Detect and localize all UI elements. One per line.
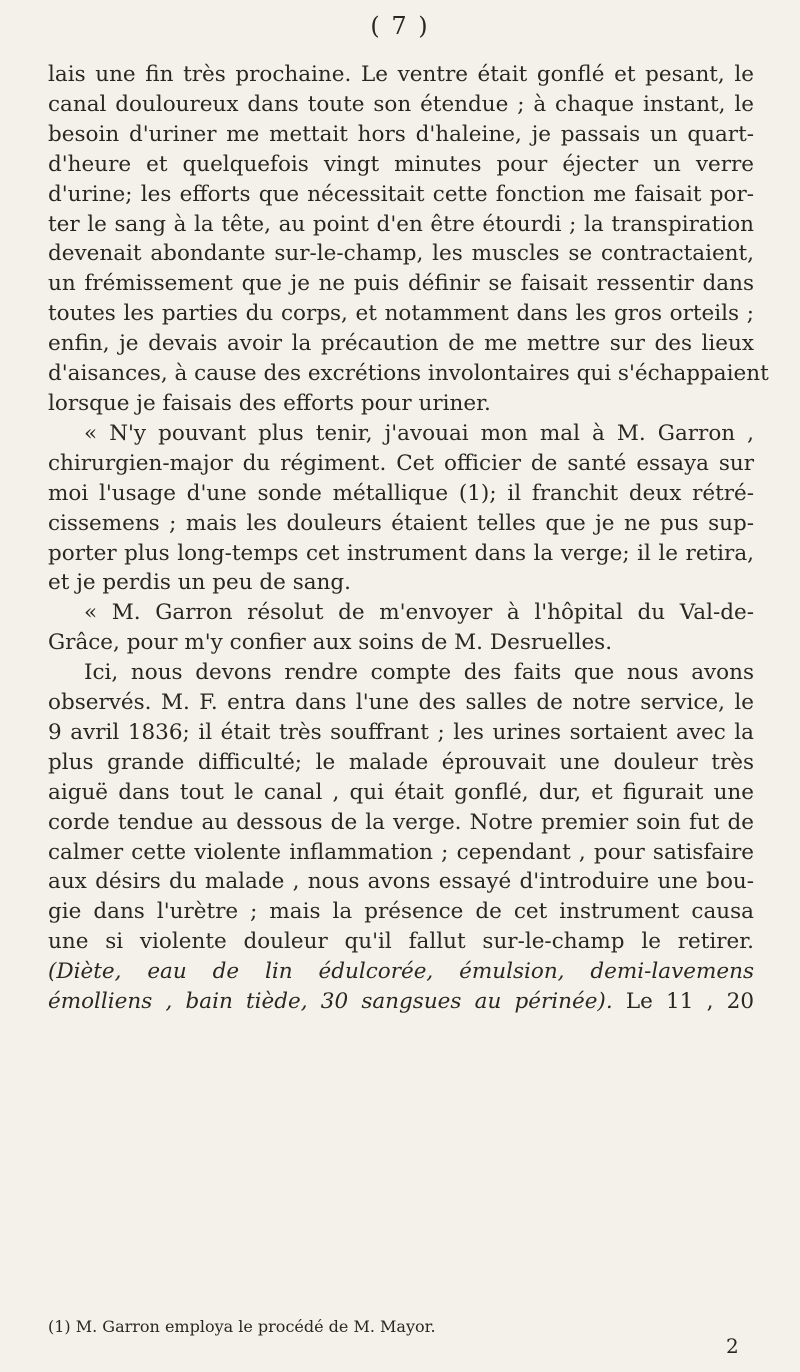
text-line: porter plus long-temps cet instrument dans la verge; il le retira, [48, 540, 754, 566]
paragraph-3 [48, 598, 754, 658]
text-line: Grâce, pour m'y confier aux soins de M. Desruelles. [48, 630, 613, 656]
page-number: ( 7 ) [370, 12, 430, 40]
text-line: ter le sang à la tête, au point d'en être étourdi ; la transpiration [48, 211, 754, 237]
paragraph-1 [48, 60, 769, 419]
text-line: gie dans l'urètre ; mais la présence de cet instrument causa [48, 899, 754, 925]
text-line: 9 avril 1836; il était très souffrant ; les urines sortaient avec la [48, 719, 754, 745]
text-line: d'urine; les efforts que nécessitait cette fonction me faisait por- [48, 181, 754, 207]
text-line: aiguë dans tout le canal , qui était gonflé, dur, et figurait une [48, 779, 754, 805]
text-line: un frémissement que je ne puis définir se faisait ressentir dans [48, 271, 754, 297]
signature-mark: 2 [726, 1334, 739, 1358]
text-line-italic: (Diète, eau de lin édulcorée, émulsion, demi-lavemens [48, 959, 754, 985]
text-line: Ici, nous devons rendre compte des faits que nous avons [84, 660, 754, 686]
text-line: « M. Garron résolut de m'envoyer à l'hôpital du Val-de- [84, 600, 754, 626]
footnote: (1) M. Garron employa le procédé de M. Mayor. [48, 1317, 436, 1336]
text-line: enfin, je devais avoir la précaution de me mettre sur des lieux [48, 331, 754, 357]
text-line: aux désirs du malade , nous avons essayé d'introduire une bou- [48, 869, 754, 895]
text-line: corde tendue au dessous de la verge. Notre premier soin fut de [48, 809, 754, 835]
text-line: lais une fin très prochaine. Le ventre était gonflé et pesant, le [48, 62, 754, 87]
text-line: observés. M. F. entra dans l'une des salles de notre service, le [48, 690, 754, 716]
body-text [48, 60, 769, 1017]
text-line: toutes les parties du corps, et notamment dans les gros orteils ; [48, 301, 754, 327]
text-line: d'heure et quelquefois vingt minutes pour éjecter un verre [48, 151, 754, 177]
text-line: devenait abondante sur-le-champ, les muscles se contractaient, [48, 241, 754, 267]
text-line-mixed [48, 987, 754, 1017]
text-line: calmer cette violente inflammation ; cependant , pour satisfaire [48, 839, 754, 865]
text-line: « N'y pouvant plus tenir, j'avouai mon mal à M. Garron , [84, 420, 754, 446]
text-line: lorsque je faisais des efforts pour uriner. [48, 390, 491, 416]
text-line: une si violente douleur qu'il fallut sur-le-champ le retirer. [48, 929, 754, 955]
text-line: d'aisances, à cause des excrétions involontaires qui s'échappaient [48, 361, 769, 387]
line-trailing-text: Le 11 , 20 [612, 989, 754, 1015]
text-line: cissemens ; mais les douleurs étaient telles que je ne pus sup- [48, 510, 754, 536]
italic-fragment: émolliens , bain tiède, 30 sangsues au périnée). [48, 989, 613, 1015]
text-line: canal douloureux dans toute son étendue ; à chaque instant, le [48, 91, 754, 117]
text-line: moi l'usage d'une sonde métallique (1); il franchit deux rétré- [48, 480, 754, 506]
text-line: plus grande difficulté; le malade éprouvait une douleur très [48, 749, 754, 775]
text-line: et je perdis un peu de sang. [48, 570, 352, 596]
text-line: chirurgien-major du régiment. Cet officier de santé essaya sur [48, 450, 754, 476]
text-line: besoin d'uriner me mettait hors d'haleine, je passais un quart- [48, 121, 754, 147]
paragraph-2 [48, 419, 754, 598]
paragraph-4 [48, 658, 754, 1017]
